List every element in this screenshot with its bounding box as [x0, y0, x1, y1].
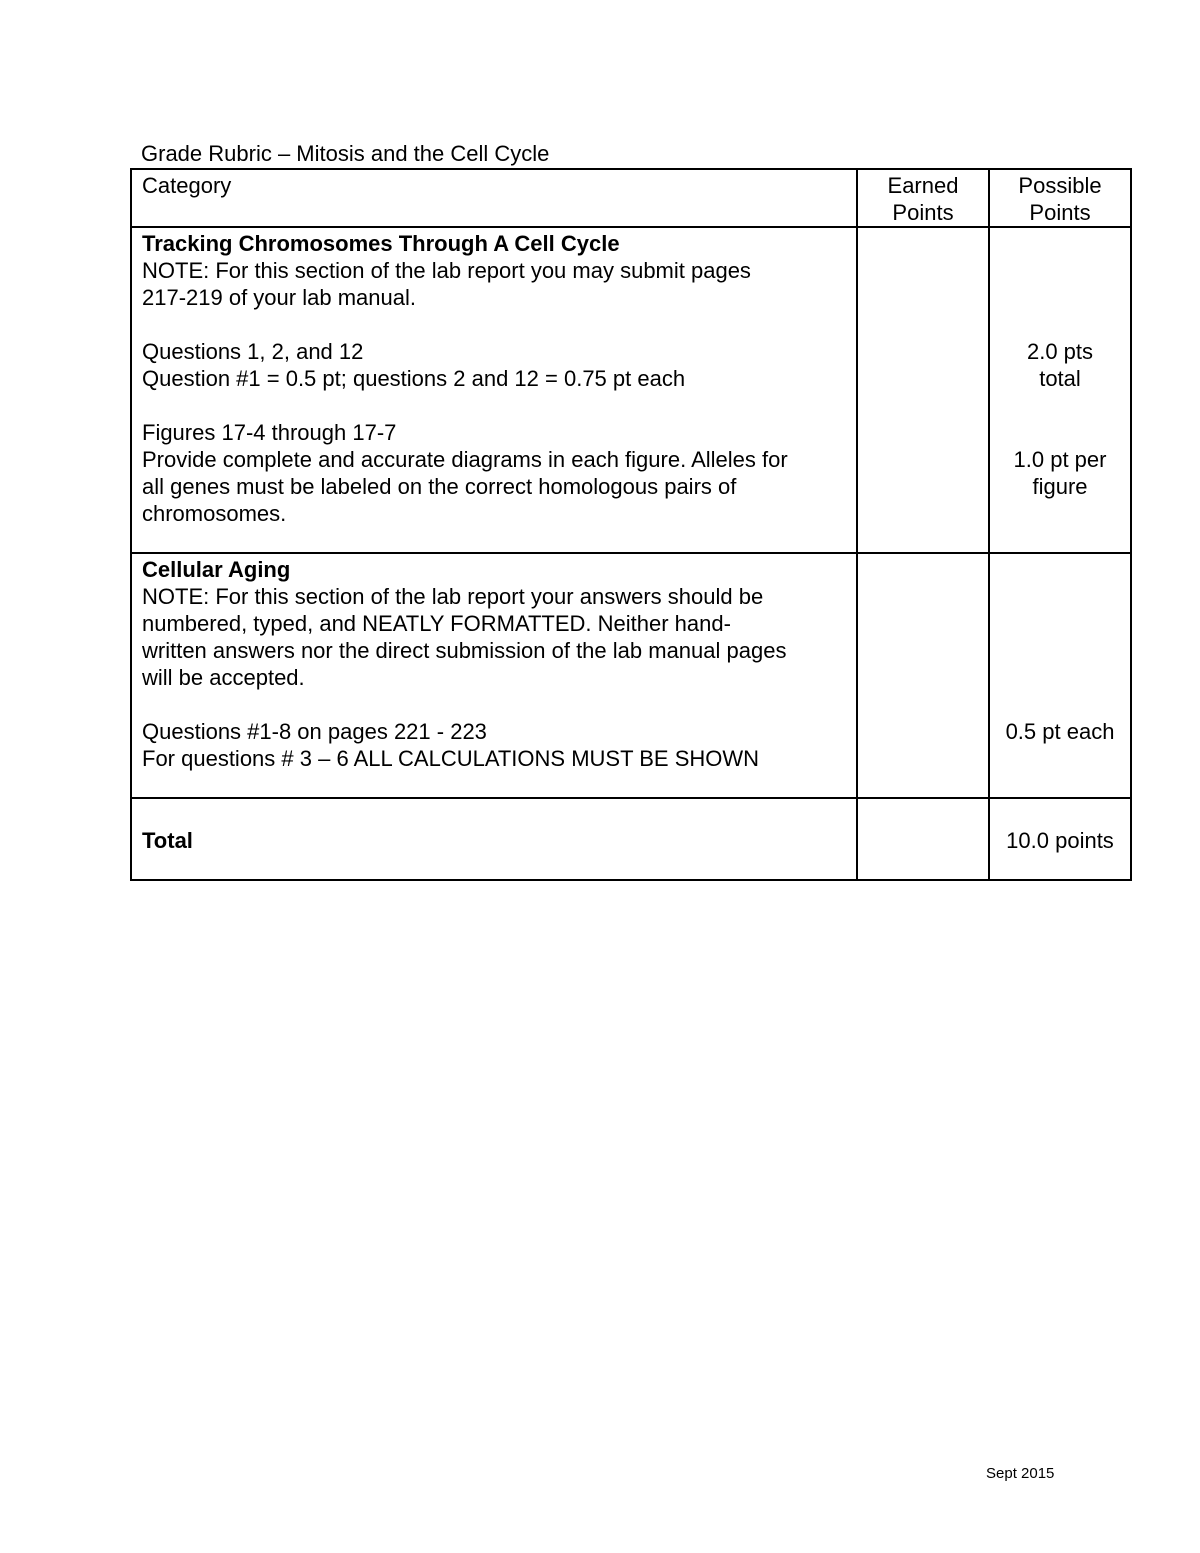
section-row-cellular-aging: [131, 553, 1131, 798]
item-line: Questions #1-8 on pages 221 - 223: [142, 719, 487, 744]
earned-points-cell: [857, 553, 989, 798]
total-label: Total: [142, 827, 193, 853]
section-note-line: NOTE: For this section of the lab report you may submit pages: [142, 258, 751, 283]
points-value: 0.5 pt each: [1005, 719, 1115, 744]
earned-header-line-1: Earned: [887, 173, 959, 198]
section-row-tracking-chromosomes: [131, 227, 1131, 553]
section-heading: Cellular Aging: [142, 557, 291, 582]
section-heading: Tracking Chromosomes Through A Cell Cycle: [142, 231, 620, 256]
table-header-row: [131, 169, 1131, 227]
possible-points-cell: [989, 553, 1131, 798]
item-line: chromosomes.: [142, 501, 287, 526]
category-header-label: Category: [142, 173, 232, 198]
section-note-line: 217-219 of your lab manual.: [142, 285, 416, 310]
earned-header-line-2: Points: [892, 200, 954, 225]
section-description: [131, 227, 857, 553]
points-value: 2.0 pts: [1026, 339, 1094, 364]
total-label-cell: [131, 798, 857, 880]
earned-points-header: [857, 169, 989, 227]
section-note-line: numbered, typed, and NEATLY FORMATTED. Neither hand-: [142, 611, 731, 636]
possible-points-header: [989, 169, 1131, 227]
section-note-line: will be accepted.: [142, 665, 305, 690]
earned-total-cell: [857, 798, 989, 880]
section-note-line: written answers nor the direct submission of the lab manual pages: [142, 638, 787, 663]
item-line: For questions # 3 – 6 ALL CALCULATIONS MUST BE SHOWN: [142, 746, 760, 771]
total-points-value: 10.0 points: [1006, 827, 1114, 853]
possible-points-cell: [989, 227, 1131, 553]
points-value: 1.0 pt per: [1013, 447, 1107, 472]
item-line: Figures 17-4 through 17-7: [142, 420, 397, 445]
item-line: Questions 1, 2, and 12: [142, 339, 364, 364]
section-note-line: NOTE: For this section of the lab report your answers should be: [142, 584, 764, 609]
footer-date: Sept 2015: [986, 1465, 1055, 1482]
item-line: Question #1 = 0.5 pt; questions 2 and 12 = 0.75 pt each: [142, 366, 686, 391]
item-line: all genes must be labeled on the correct homologous pairs of: [142, 474, 737, 499]
possible-header-line-2: Points: [1029, 200, 1091, 225]
grade-rubric-table: [130, 168, 1132, 881]
page-title: Grade Rubric – Mitosis and the Cell Cycle: [141, 141, 550, 166]
possible-total-cell: [989, 798, 1131, 880]
earned-points-cell: [857, 227, 989, 553]
points-value: total: [1039, 366, 1081, 391]
points-value: figure: [1032, 474, 1088, 499]
category-header: [131, 169, 857, 227]
item-line: Provide complete and accurate diagrams in each figure. Alleles for: [142, 447, 788, 472]
section-description: [131, 553, 857, 798]
possible-header-line-1: Possible: [1018, 173, 1102, 198]
total-row: [131, 798, 1131, 880]
